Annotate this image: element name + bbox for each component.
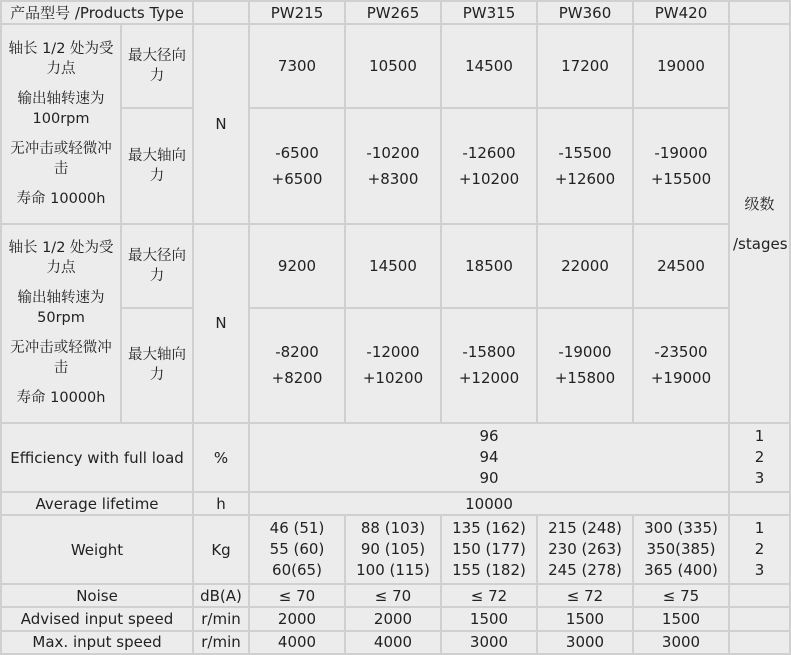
axial-pos-value: +12600	[554, 170, 616, 189]
weight-label: Weight	[2, 516, 192, 583]
stage-number: 1	[754, 427, 765, 446]
advised-speed-row	[2, 608, 789, 629]
weight-value: 90 (105)	[360, 540, 426, 559]
axial-pos-value: +8200	[271, 369, 323, 388]
header-unit-blank	[194, 2, 248, 23]
max-speed-unit: r/min	[194, 632, 248, 653]
lifetime-label: Average lifetime	[2, 493, 192, 514]
axial-value-cell	[250, 309, 344, 422]
efficiency-row	[2, 424, 789, 491]
model-header: PW420	[634, 2, 728, 23]
condition-text: 寿命 10000h	[16, 191, 106, 207]
stage-number: 3	[754, 469, 765, 488]
lifetime-unit: h	[194, 493, 248, 514]
noise-row	[2, 585, 789, 606]
weight-value: 135 (162)	[452, 519, 526, 538]
weight-values	[634, 516, 728, 583]
weight-value: 150 (177)	[452, 540, 526, 559]
radial-value: 14500	[346, 225, 440, 307]
axial-pos-value: +12000	[458, 369, 520, 388]
condition-text: 无冲击或轻微冲击	[10, 340, 112, 377]
axial-row-100rpm	[2, 109, 789, 222]
weight-value: 230 (263)	[548, 540, 622, 559]
weight-value: 365 (400)	[644, 561, 718, 580]
radial-value: 10500	[346, 25, 440, 107]
axial-pos-value: +19000	[650, 369, 712, 388]
axial-value-cell	[634, 109, 728, 222]
axial-neg-value: -19000	[654, 144, 708, 163]
radial-value: 19000	[634, 25, 728, 107]
axial-neg-value: -19000	[558, 343, 612, 362]
product-type-header: 产品型号 /Products Type	[2, 2, 192, 23]
efficiency-values	[250, 424, 728, 491]
condition-text: 轴长 1/2 处为受力点	[8, 41, 114, 77]
radial-force-label: 最大径向力	[122, 25, 192, 107]
efficiency-label: Efficiency with full load	[2, 424, 192, 491]
axial-value-cell	[634, 309, 728, 422]
weight-value: 245 (278)	[548, 561, 622, 580]
weight-row	[2, 516, 789, 583]
header-row	[2, 2, 789, 23]
max-speed-row	[2, 632, 789, 653]
max-speed-label: Max. input speed	[2, 632, 192, 653]
radial-value: 18500	[442, 225, 536, 307]
stages-label-en: /stages	[733, 234, 788, 253]
axial-value-cell	[442, 109, 536, 222]
radial-value: 7300	[250, 25, 344, 107]
efficiency-value: 96	[479, 427, 499, 446]
weight-value: 100 (115)	[356, 561, 430, 580]
axial-neg-value: -23500	[654, 343, 708, 362]
axial-neg-value: -10200	[366, 144, 420, 163]
weight-value: 350(385)	[646, 540, 716, 559]
axial-force-label: 最大轴向力	[122, 309, 192, 422]
advised-speed-value: 1500	[538, 608, 632, 629]
advised-speed-unit: r/min	[194, 608, 248, 629]
advised-speed-value: 2000	[250, 608, 344, 629]
efficiency-unit: %	[194, 424, 248, 491]
axial-neg-value: -12000	[366, 343, 420, 362]
noise-unit: dB(A)	[194, 585, 248, 606]
axial-neg-value: -8200	[275, 343, 319, 362]
lifetime-value: 10000	[250, 493, 728, 514]
condition-text: 输出轴转速为100rpm	[17, 91, 105, 127]
noise-stage-blank	[730, 585, 789, 606]
noise-label: Noise	[2, 585, 192, 606]
advised-speed-label: Advised input speed	[2, 608, 192, 629]
stages-header	[730, 25, 789, 422]
axial-force-label: 最大轴向力	[122, 109, 192, 222]
axial-neg-value: -15500	[558, 144, 612, 163]
noise-value: ≤ 72	[538, 585, 632, 606]
model-header: PW215	[250, 2, 344, 23]
radial-value: 9200	[250, 225, 344, 307]
axial-value-cell	[346, 309, 440, 422]
condition-cell-100rpm	[2, 25, 120, 222]
axial-value-cell	[442, 309, 536, 422]
axial-neg-value: -15800	[462, 343, 516, 362]
stage-number: 3	[754, 561, 765, 580]
condition-text: 寿命 10000h	[16, 390, 106, 407]
efficiency-stages	[730, 424, 789, 491]
max-speed-value: 4000	[250, 632, 344, 653]
max-speed-value: 4000	[346, 632, 440, 653]
weight-values	[346, 516, 440, 583]
noise-value: ≤ 72	[442, 585, 536, 606]
weight-value: 300 (335)	[644, 519, 718, 538]
stage-number: 2	[754, 540, 765, 559]
condition-text: 轴长 1/2 处为受力点	[8, 240, 114, 277]
model-header: PW315	[442, 2, 536, 23]
stage-number: 1	[754, 519, 765, 538]
axial-value-cell	[538, 309, 632, 422]
weight-value: 215 (248)	[548, 519, 622, 538]
radial-value: 14500	[442, 25, 536, 107]
radial-row-100rpm	[2, 25, 789, 107]
weight-value: 60(65)	[272, 561, 322, 580]
lifetime-row	[2, 493, 789, 514]
stages-label-cn: 级数	[744, 194, 775, 213]
radial-value: 17200	[538, 25, 632, 107]
axial-value-cell	[346, 109, 440, 222]
weight-values	[538, 516, 632, 583]
weight-value: 55 (60)	[269, 540, 325, 559]
condition-text: 无冲击或轻微冲击	[10, 141, 112, 177]
condition-text: 输出轴转速为50rpm	[17, 290, 105, 327]
weight-value: 46 (51)	[269, 519, 325, 538]
axial-row-50rpm	[2, 309, 789, 422]
advised-speed-value: 1500	[634, 608, 728, 629]
axial-pos-value: +15800	[554, 369, 616, 388]
advised-speed-stage-blank	[730, 608, 789, 629]
noise-value: ≤ 75	[634, 585, 728, 606]
axial-pos-value: +6500	[271, 170, 323, 189]
weight-value: 88 (103)	[360, 519, 426, 538]
header-stage-blank	[730, 2, 789, 23]
max-speed-value: 3000	[634, 632, 728, 653]
advised-speed-value: 2000	[346, 608, 440, 629]
axial-pos-value: +8300	[367, 170, 419, 189]
noise-value: ≤ 70	[346, 585, 440, 606]
stage-number: 2	[754, 448, 765, 467]
advised-speed-value: 1500	[442, 608, 536, 629]
axial-neg-value: -6500	[275, 144, 319, 163]
efficiency-value: 90	[479, 469, 499, 488]
axial-value-cell	[250, 109, 344, 222]
model-header: PW265	[346, 2, 440, 23]
noise-value: ≤ 70	[250, 585, 344, 606]
weight-values	[442, 516, 536, 583]
axial-neg-value: -12600	[462, 144, 516, 163]
radial-value: 22000	[538, 225, 632, 307]
condition-cell-50rpm	[2, 225, 120, 422]
max-speed-stage-blank	[730, 632, 789, 653]
weight-values	[250, 516, 344, 583]
axial-value-cell	[538, 109, 632, 222]
unit-cell: N	[194, 25, 248, 222]
weight-stages	[730, 516, 789, 583]
weight-value: 155 (182)	[452, 561, 526, 580]
efficiency-value: 94	[479, 448, 499, 467]
unit-cell: N	[194, 225, 248, 422]
weight-unit: Kg	[194, 516, 248, 583]
max-speed-value: 3000	[538, 632, 632, 653]
radial-value: 24500	[634, 225, 728, 307]
axial-pos-value: +10200	[362, 369, 424, 388]
axial-pos-value: +10200	[458, 170, 520, 189]
radial-force-label: 最大径向力	[122, 225, 192, 307]
model-header: PW360	[538, 2, 632, 23]
radial-row-50rpm	[2, 225, 789, 307]
lifetime-stage-blank	[730, 493, 789, 514]
axial-pos-value: +15500	[650, 170, 712, 189]
max-speed-value: 3000	[442, 632, 536, 653]
